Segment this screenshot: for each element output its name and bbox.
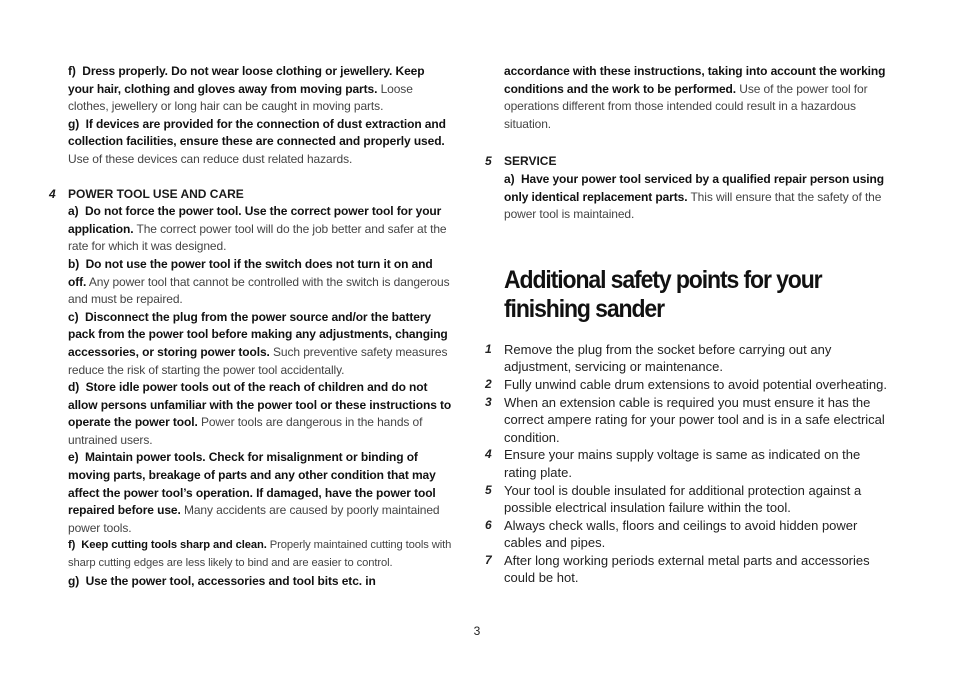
list-item: [485, 482, 889, 517]
left-column: [49, 63, 452, 590]
item-text: Ensure your mains supply voltage is same as indicated on the rating plate.: [504, 447, 861, 480]
right-column: [485, 63, 889, 587]
page-title: Additional safety points for your finishing sander: [504, 265, 822, 323]
section-heading-power-tool-use: [49, 186, 452, 204]
list-item: [485, 552, 889, 587]
item-text: Your tool is double insulated for additional protection against a possible electrical insulation failure within the tool.: [504, 482, 862, 516]
paragraph-f: f) Keep cutting tools sharp and clean. Properly maintained cutting tools with sharp cutting edges are less likely to bind and are easier to control.: [68, 539, 452, 570]
section-number: 5: [485, 154, 492, 169]
item-number: 3: [485, 394, 492, 409]
item-number: 1: [485, 341, 492, 356]
list-item: [485, 446, 889, 481]
paragraph-dust-extraction: g) If devices are provided for the connection of dust extraction and collection facilities, ensure these are connected and properly used. Use of these devices can reduce dust related hazards.: [68, 116, 446, 166]
paragraph-d: d) Store idle power tools out of the reach of children and do not allow persons unfamiliar with the power tool or these instructions to operate the power tool. Power tools are dangerous in the hands of untrained users.: [68, 380, 452, 447]
section-heading-service: [485, 153, 889, 171]
paragraph-a: a) Do not force the power tool. Use the correct power tool for your application. The correct power tool will do the job better and safer at the rate for which it was designed.: [68, 204, 447, 254]
list-item: [485, 376, 889, 394]
list-item: [485, 517, 889, 552]
item-number: 4: [485, 447, 492, 462]
item-text: Always check walls, floors and ceilings to avoid hidden power cables and pipes.: [504, 517, 858, 551]
item-text: Fully unwind cable drum extensions to avoid potential overheating.: [504, 376, 888, 392]
item-number: 7: [485, 552, 492, 567]
paragraph-dress-properly: f) Dress properly. Do not wear loose clothing or jewellery. Keep your hair, clothing and gloves away from moving parts. Loose clothes, jewellery or long hair can be caught in moving parts.: [68, 64, 425, 114]
paragraph-c: c) Disconnect the plug from the power source and/or the battery pack from the power tool before making any adjustments, changing accessories, or storing power tools. Such preventive safety measures reduce the risk of starting the power tool accidentally.: [68, 309, 448, 377]
paragraph-g-continued: accordance with these instructions, taking into account the working conditions and the work to be performed. Use of the power tool for operations different from those intended could result in a hazardous situation.: [504, 64, 886, 131]
paragraph-b: b) Do not use the power tool if the switch does not turn it on and off. Any power tool that cannot be controlled with the switch is dangerous and must be repaired.: [68, 256, 450, 307]
item-number: 6: [485, 517, 492, 532]
list-item: [485, 341, 889, 376]
item-text: After long working periods external metal parts and accessories could be hot.: [504, 552, 870, 586]
section-title: SERVICE: [504, 154, 557, 169]
paragraph-g: g) Use the power tool, accessories and tool bits etc. in: [68, 573, 376, 588]
section-number: 4: [49, 186, 56, 201]
page-number: 3: [473, 624, 481, 638]
section-title: POWER TOOL USE AND CARE: [68, 186, 244, 201]
item-number: 2: [485, 376, 492, 391]
safety-points-list: [485, 341, 889, 587]
paragraph-service-a: a) Have your power tool serviced by a qualified repair person using only identical replacement parts. This will ensure that the safety of the power tool is maintained.: [504, 171, 884, 222]
paragraph-e: e) Maintain power tools. Check for misalignment or binding of moving parts, breakage of parts and any other condition that may affect the power tool’s operation. If damaged, have the power tool repaired before use. Many accidents are caused by poorly maintained power tools.: [68, 450, 440, 535]
item-text: Remove the plug from the socket before carrying out any adjustment, servicing or maintenance.: [504, 341, 832, 375]
item-number: 5: [485, 482, 492, 497]
list-item: [485, 394, 889, 447]
item-text: When an extension cable is required you must ensure it has the correct ampere rating for your power tool and is in a safe electrical condition.: [504, 394, 885, 445]
